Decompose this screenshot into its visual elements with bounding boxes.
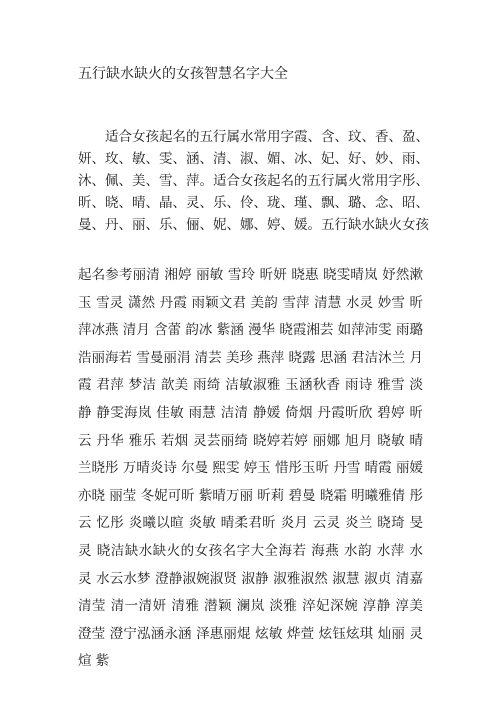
document-title: 五行缺水缺火的女孩智慧名字大全 xyxy=(78,66,288,82)
names-list-paragraph: 起名参考丽清 湘婷 丽敏 雪玲 昕妍 晓惠 晓雯晴岚 妤然漱玉 雪灵 潇然 丹霞 雨颖文君 美韵 雪萍 清慧 水灵 妙雪 昕萍冰燕 清月 含蕾 韵冰 紫涵 漫华 晓霞湘芸 如萍沛雯 雨璐 浩丽海若 雪曼丽涓 清芸 美珍 燕萍 晓露 思涵 君洁沐兰 月霞 君萍 梦洁 歆美 雨绮 洁敏淑雅 玉涵秋香 雨诗 雅雪 淡静 静雯海岚 佳敏 雨慧 洁清 静媛 倚烟 丹霞昕欣 碧婷 昕云 丹华 雅乐 若烟 灵芸丽绮 晓婷若婷 丽娜 旭月 晓敏 晴兰晓彤 万晴炎诗 尔曼 熙雯 婷玉 惜彤玉昕 丹雪 晴霞 丽媛 亦晓 丽莹 冬妮可昕 紫晴万丽 昕莉 碧曼 晓霜 明曦雅倩 彤云 忆彤 炎曦以暄 炎敏 晴柔君昕 炎月 云灵 炎兰 晓琦 旻灵 晓洁缺水缺火的女孩名字大全海若 海燕 水韵 水萍 水灵 水云水梦 澄静淑婉淑贤 淑静 淑雅淑然 淑慧 淑贞 清嘉 清莹 清一清妍 清雅 潜颖 澜岚 淡雅 淬妃深婉 淳静 淳美 澄莹 澄宁泓涵永涵 泽惠丽焜 炫敏 烨萱 炫钰炫琪 灿丽 灵煊 紫 xyxy=(78,267,423,670)
intro-paragraph: 适合女孩起名的五行属水常用字霞、含、玟、香、盈、妍、玫、敏、雯、涵、清、淑、媚、冰、妃、好、妙、雨、沐、佩、美、雪、萍。适合女孩起名的五行属火常用字彤、昕、晓、晴、晶、灵、乐、伶、珑、瑾、飘、璐、念、昭、曼、丹、丽、乐、俪、妮、娜、婷、媛。五行缺水缺火女孩 xyxy=(78,129,429,233)
